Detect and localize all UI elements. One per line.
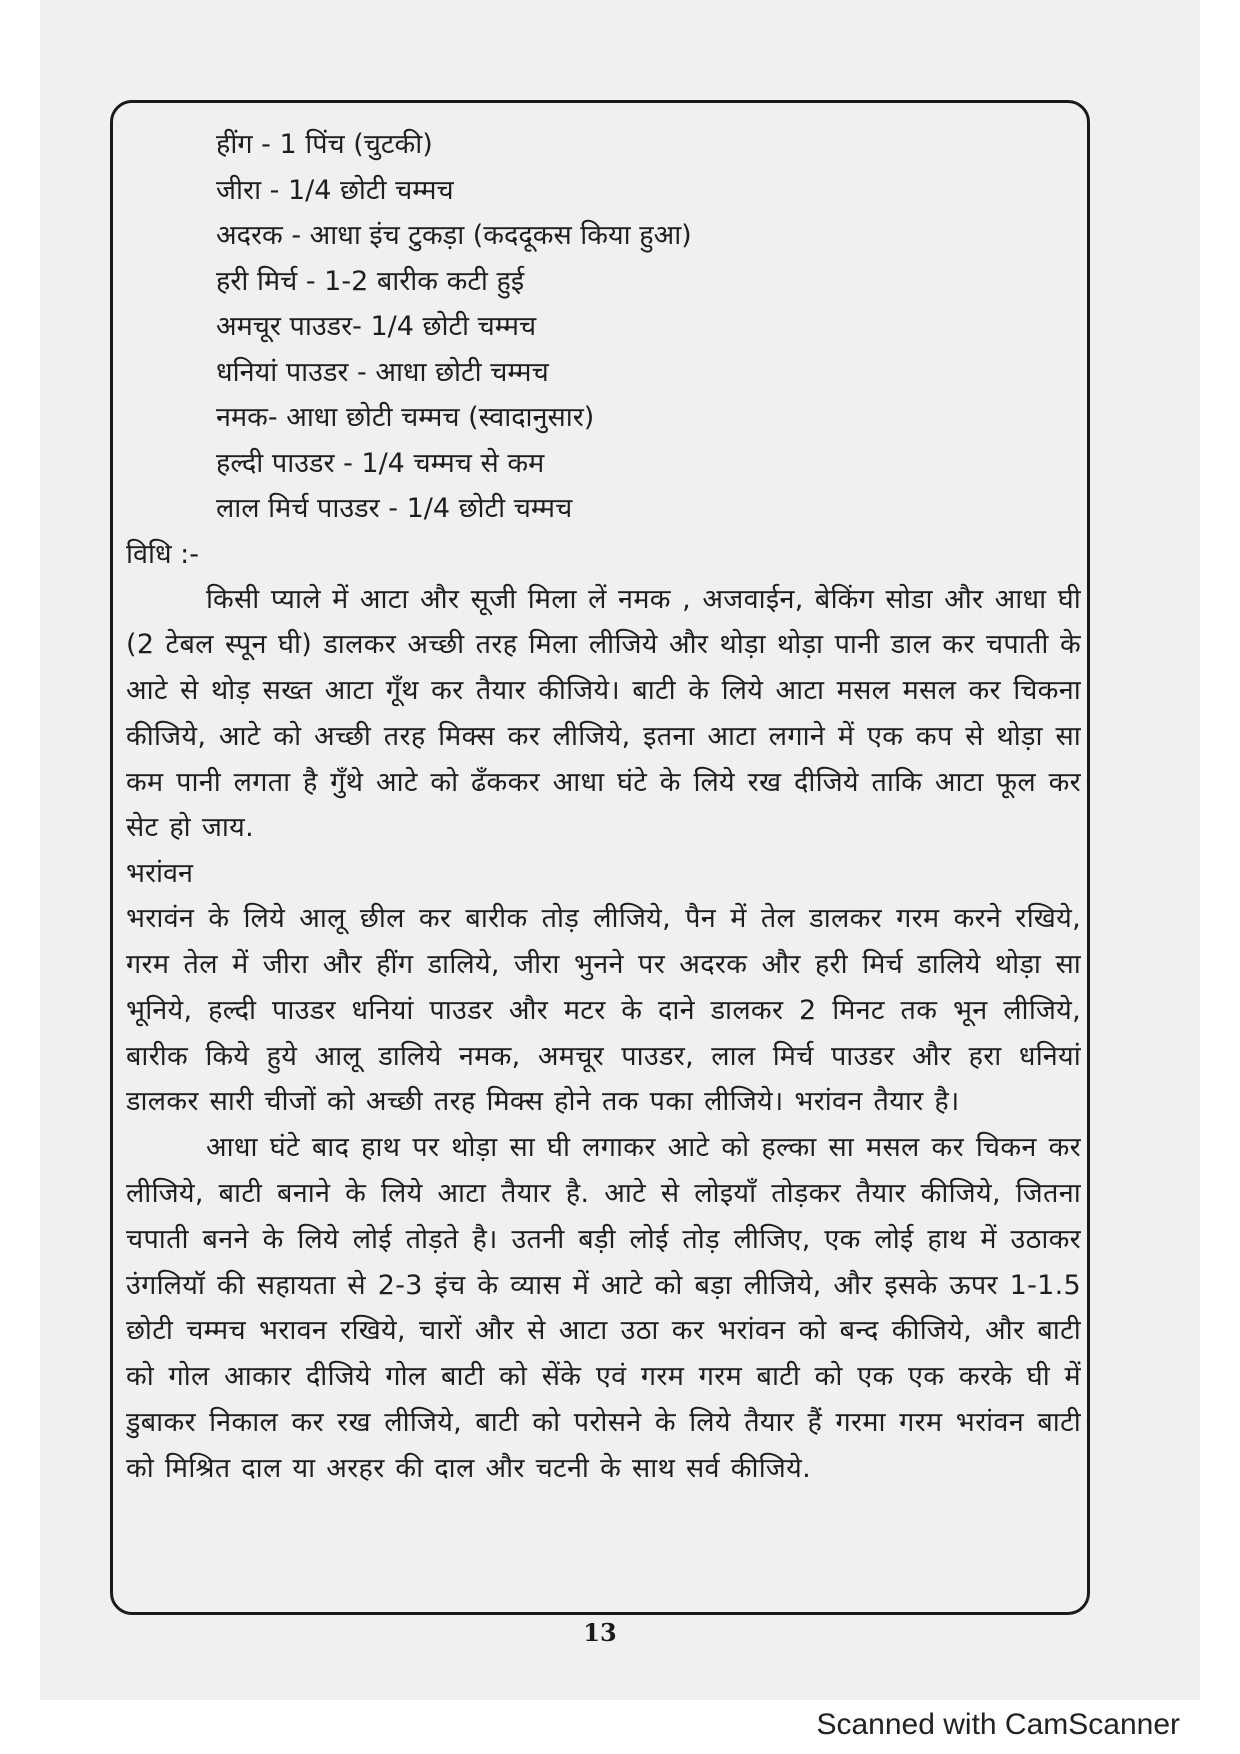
final-paragraph: आधा घंटे बाद हाथ पर थोड़ा सा घी लगाकर आटे को हल्का सा मसल कर चिकन कर लीजिये, बाटी बनाने के लिये आटा तैयार है. आटे से लोइयाँ तोड़कर तैयार कीजिये, जितना चपाती बनने के लिये लोई तोड़ते है। उतनी बड़ी लोई तोड़ लीजिए, एक लोई हाथ में उठाकर उंगलियॉ की सहायता से 2-3 इंच के व्यास में आटे को बड़ा लीजिये, और इसके ऊपर 1-1.5 छोटी चम्मच भरावन रखिये, चारों और से आटा उठा कर भरांवन को बन्द कीजिये, और बाटी को गोल आकार दीजिये गोल बाटी को सेंके एवं गरम गरम बाटी को एक एक करके घी में डुबाकर निकाल कर रख लीजिये, बाटी को परोसने के लिये तैयार हैं गरमा गरम भरांवन बाटी को मिश्रित दाल या अरहर की दाल और चटनी के साथ सर्व कीजिये. — [126, 1132, 1081, 1484]
filling-heading: भरांवन — [126, 858, 194, 890]
method-paragraph: किसी प्याले में आटा और सूजी मिला लें नमक , अजवाईन, बेकिंग सोडा और आधा घी (2 टेबल स्पून घी) डालकर अच्छी तरह मिला लीजिये और थोड़ा थोड़ा पानी डाल कर चपाती के आटे से थोड़ सख्त आटा गूँथ कर तैयार कीजिये। बाटी के लिये आटा मसल मसल कर चिकना कीजिये, आटे को अच्छी तरह मिक्स कर लीजिये, इतना आटा लगाने में एक कप से थोड़ा सा कम पानी लगता है गुँथे आटे को ढँककर आधा घंटे के लिये रख दीजिये ताकि आटा फूल कर सेट हो जाय. — [126, 583, 1081, 844]
ingredient-list — [216, 122, 1081, 532]
ingredient-item: हींग - 1 पिंच (चुटकी) — [216, 129, 433, 160]
page-number: 13 — [583, 1618, 617, 1647]
filling-paragraph: भरावंन के लिये आलू छील कर बारीक तोड़ लीजिये, पैन में तेल डालकर गरम करने रखिये, गरम तेल में जीरा और हींग डालिये, जीरा भुनने पर अदरक और हरी मिर्च डालिये थोड़ा सा भूनिये, हल्दी पाउडर धनियां पाउडर और मटर के दाने डालकर 2 मिनट तक भून लीजिये, बारीक किये हुये आलू डालिये नमक, अमचूर पाउडर, लाल मिर्च पाउडर और हरा धनियां डालकर सारी चीजों को अच्छी तरह मिक्स होने तक पका लीजिये। भरांवन तैयार है। — [126, 903, 1081, 1118]
ingredient-item: जीरा - 1/4 छोटी चम्मच — [216, 174, 454, 206]
recipe-content — [126, 110, 1081, 1605]
ingredient-item: लाल मिर्च पाउडर - 1/4 छोटी चम्मच — [216, 493, 573, 524]
ingredient-item: धनियां पाउडर - आधा छोटी चम्मच — [216, 356, 549, 388]
scanner-watermark: Scanned with CamScanner — [816, 1708, 1180, 1741]
ingredient-item: हल्दी पाउडर - 1/4 चम्मच से कम — [216, 447, 545, 479]
ingredient-item: हरी मिर्च - 1-2 बारीक कटी हुई — [216, 265, 525, 297]
ingredient-item: अदरक - आधा इंच टुकड़ा (कददूकस किया हुआ) — [216, 220, 692, 251]
method-heading: विधि :- — [126, 538, 200, 570]
ingredient-item: अमचूर पाउडर- 1/4 छोटी चम्मच — [216, 311, 537, 342]
ingredient-item: नमक- आधा छोटी चम्मच (स्वादानुसार) — [216, 402, 595, 433]
